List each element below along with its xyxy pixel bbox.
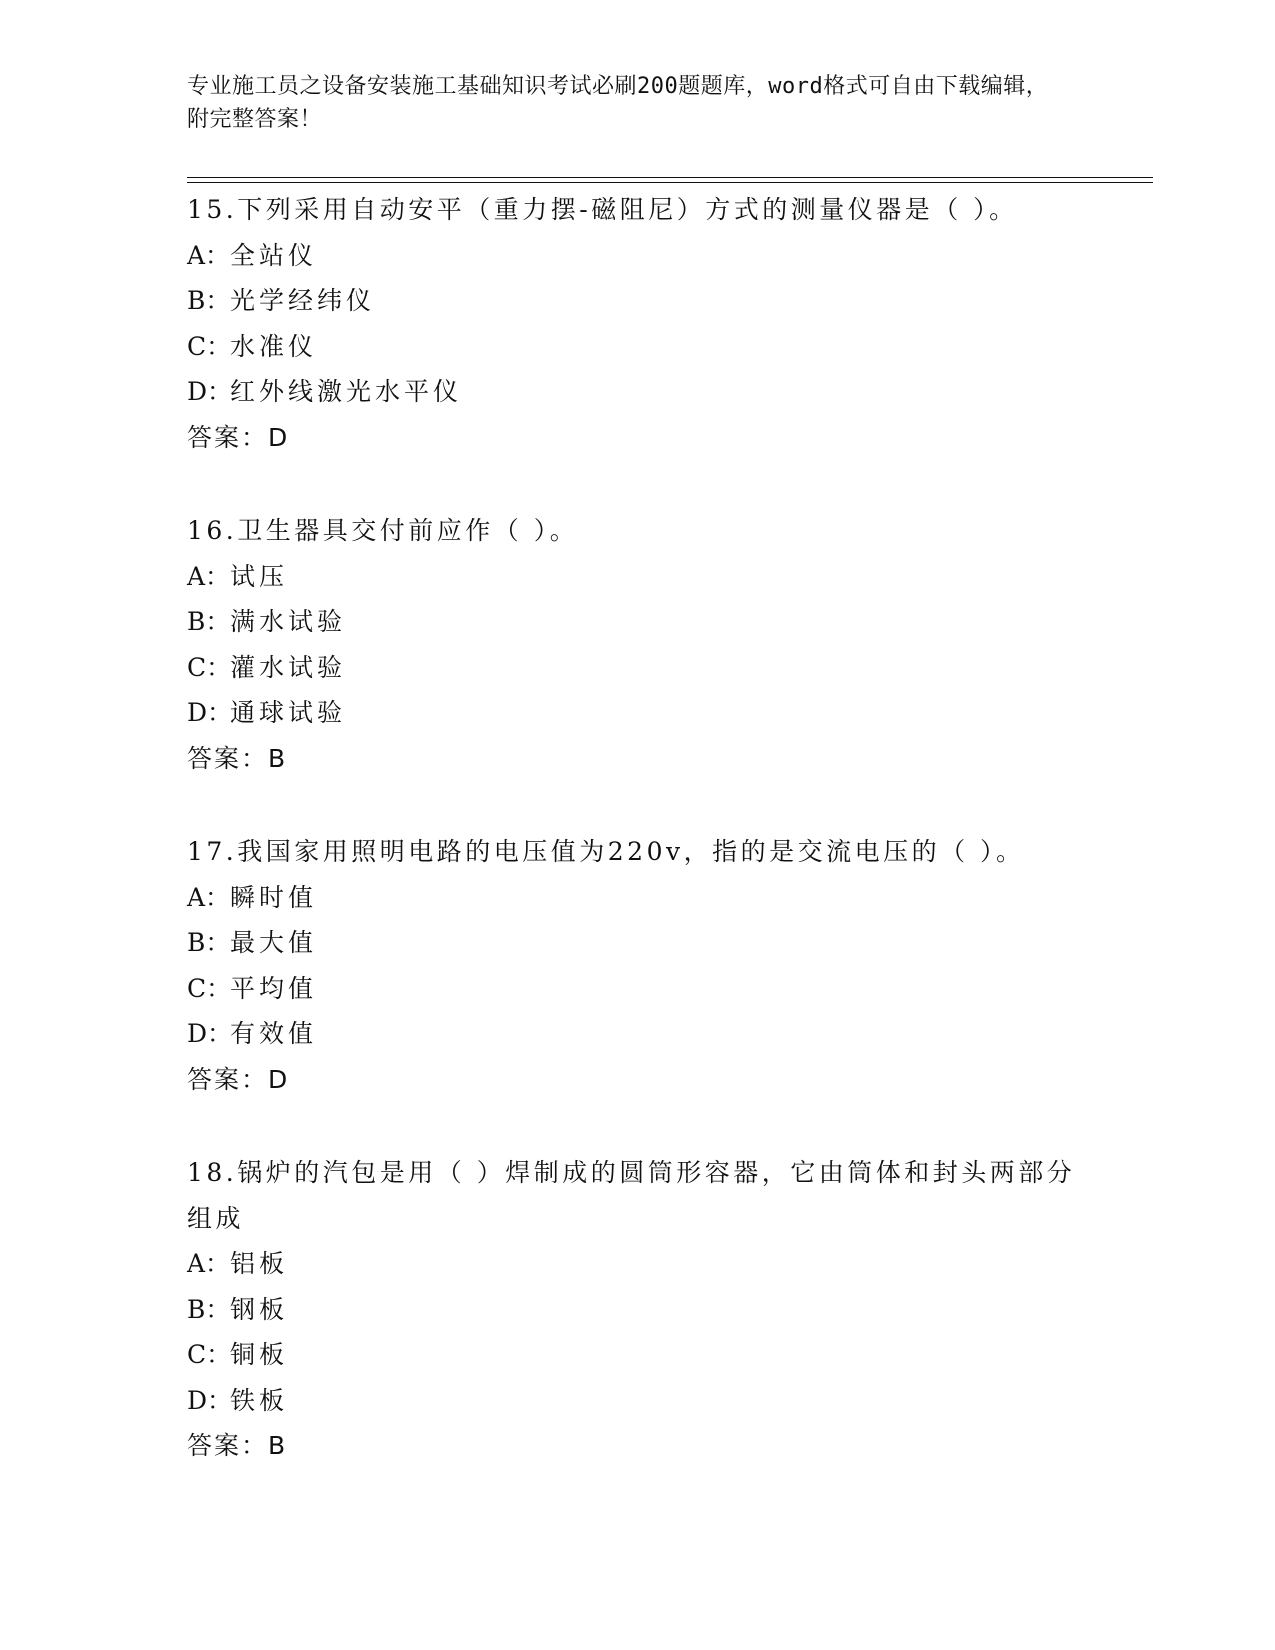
question-list	[187, 187, 1087, 1517]
option-text: 试压	[230, 561, 289, 591]
option-d	[187, 1011, 1087, 1057]
option-c	[187, 645, 1087, 691]
option-text: 最大值	[230, 928, 318, 957]
option-key: C：	[187, 652, 232, 682]
option-a	[187, 554, 1087, 600]
question-stem: 17.我国家用照明电路的电压值为220v，指的是交流电压的（ ）。	[187, 837, 1025, 866]
option-c	[187, 966, 1087, 1012]
option-text: 有效值	[230, 1019, 318, 1048]
option-text: 红外线激光水平仪	[230, 377, 463, 406]
question-15	[187, 187, 1087, 460]
question-stem: 15.下列采用自动安平（重力摆-磁阻尼）方式的测量仪器是（ ）。	[187, 195, 1018, 224]
option-key: D：	[187, 698, 233, 727]
option-key: D：	[187, 1019, 233, 1048]
option-key: A：	[187, 240, 231, 270]
question-stem: 16.卫生器具交付前应作（ ）。	[187, 516, 579, 545]
option-key: B：	[187, 928, 231, 957]
option-text: 水准仪	[230, 331, 318, 361]
option-key: D：	[187, 377, 233, 406]
option-b	[187, 599, 1087, 645]
option-key: C：	[187, 331, 232, 361]
option-text: 全站仪	[230, 240, 318, 270]
option-a	[187, 875, 1087, 921]
option-text: 通球试验	[230, 698, 347, 727]
option-b	[187, 1287, 1087, 1333]
option-text: 满水试验	[230, 607, 347, 636]
option-text: 铁板	[230, 1385, 289, 1415]
answer-line: 答案：D	[187, 1064, 290, 1094]
option-key: A：	[187, 1249, 231, 1278]
question-17	[187, 829, 1087, 1102]
option-d	[187, 1378, 1087, 1424]
header-divider-bottom	[187, 182, 1153, 183]
answer-line: 答案：B	[187, 1431, 288, 1460]
option-a	[187, 233, 1087, 279]
question-16	[187, 508, 1087, 781]
option-key: B：	[187, 607, 231, 636]
option-key: A：	[187, 882, 231, 912]
option-b	[187, 920, 1087, 966]
question-stem: 18.锅炉的汽包是用（ ）焊制成的圆筒形容器，它由筒体和封头两部分组成	[187, 1158, 1076, 1233]
option-key: B：	[187, 1294, 231, 1324]
option-a	[187, 1241, 1087, 1287]
option-key: C：	[187, 1340, 232, 1369]
option-key: B：	[187, 286, 231, 315]
option-c	[187, 324, 1087, 370]
option-key: A：	[187, 561, 231, 591]
option-text: 灌水试验	[230, 652, 347, 682]
option-key: C：	[187, 973, 232, 1003]
option-b	[187, 278, 1087, 324]
option-text: 铝板	[230, 1249, 289, 1278]
option-text: 钢板	[230, 1294, 289, 1324]
question-18	[187, 1150, 1087, 1469]
option-key: D：	[187, 1385, 233, 1415]
option-d	[187, 690, 1087, 736]
option-text: 光学经纬仪	[230, 286, 376, 315]
option-c	[187, 1332, 1087, 1378]
option-text: 平均值	[230, 973, 318, 1003]
option-text: 瞬时值	[230, 882, 318, 912]
option-text: 铜板	[230, 1340, 289, 1369]
document-header: 专业施工员之设备安装施工基础知识考试必刷200题题库，word格式可自由下载编辑，附完整答案！	[187, 74, 1049, 132]
option-d	[187, 369, 1087, 415]
answer-line: 答案：B	[187, 743, 288, 773]
header-divider-top	[187, 177, 1153, 178]
answer-line: 答案：D	[187, 422, 290, 452]
